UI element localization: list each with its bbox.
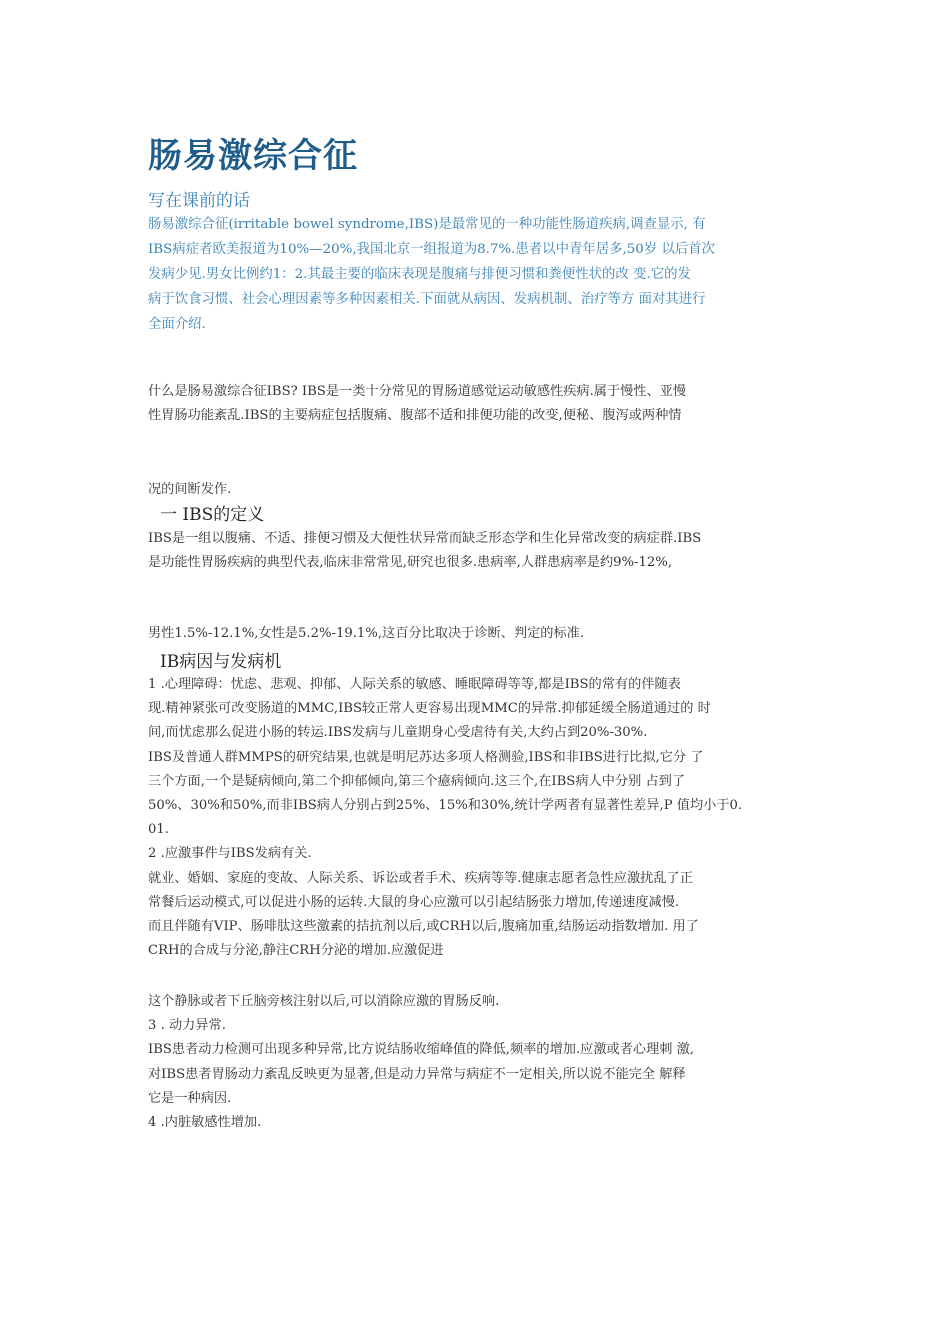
section1-paragraph <box>148 527 818 575</box>
text-line: 全面介绍. <box>148 317 206 332</box>
text-line: 就业、婚姻、家庭的变故、人际关系、诉讼或者手术、疾病等等.健康志愿者急性应激扰乱了正 <box>148 870 693 886</box>
text-line: IBS病症者欧美报道为10%—20%,我国北京一组报道为8.7%.患者以中青年居多,50岁 以后首次 <box>148 242 716 257</box>
text-line: 况的间断发作. <box>148 482 232 497</box>
intro-paragraph <box>148 212 813 337</box>
text-line: 01. <box>148 822 169 838</box>
text-line: 间,而忧虑那么促进小肠的转运.IBS发病与儿童期身心受虐待有关,大约占到20%-30%. <box>148 725 648 741</box>
text-line: 三个方面,一个是疑病倾向,第二个抑郁倾向,第三个癔病倾向.这三个,在IBS病人中分别 占到了 <box>148 773 686 789</box>
section2-paragraphs <box>148 673 818 963</box>
text-line: 它是一种病因. <box>148 1090 232 1106</box>
section2-continuation <box>148 990 818 1135</box>
text-line: 50%、30%和50%,而非IBS病人分别占到25%、15%和30%,统计学两者有显著性差异,P 值均小于0. <box>148 798 743 814</box>
text-line: 2 .应激事件与IBS发病有关. <box>148 846 312 862</box>
text-line: 常餐后运动模式,可以促进小肠的运转.大鼠的身心应激可以引起结肠张力增加,传递速度减慢. <box>148 894 680 910</box>
text-line: IBS及普通人群MMPS的研究结果,也就是明尼苏达多项人格测验,IBS和非IBS进行比拟,它分 了 <box>148 749 704 765</box>
text-line: IBS患者动力检测可出现多种异常,比方说结肠收缩峰值的降低,频率的增加.应激或者心理刺 激, <box>148 1042 695 1058</box>
text-line: 是功能性胃肠疾病的典型代表,临床非常常见,研究也很多.患病率,人群患病率是约9%-12%, <box>148 555 673 571</box>
text-line: CRH的合成与分泌,静注CRH分泌的增加.应激促进 <box>148 943 444 959</box>
text-line: 现.精神紧张可改变肠道的MMC,IBS较正常人更容易出现MMC的异常.抑郁延缓全肠道通过的 时 <box>148 701 711 717</box>
text-line: 性胃肠功能紊乱.IBS的主要病症包括腹痛、腹部不适和排便功能的改变,便秘、腹泻或两种情 <box>148 408 682 424</box>
text-line: 病于饮食习惯、社会心理因素等多种因素相关.下面就从病因、发病机制、治疗等方 面对其进行 <box>148 292 706 307</box>
text-line: 什么是肠易激综合征IBS? IBS是一类十分常见的胃肠道感觉运动敏感性疾病.属于慢性、亚慢 <box>148 384 687 399</box>
text-line: IBS是一组以腹痛、不适、排便习惯及大便性状异常而缺乏形态学和生化异常改变的病症群.IBS <box>148 531 702 546</box>
text-line: 3 . 动力异常. <box>148 1018 226 1034</box>
text-line: 男性1.5%-12.1%,女性是5.2%-19.1%,这百分比取决于诊断、判定的标准. <box>148 626 585 641</box>
text-line: 对IBS患者胃肠动力紊乱反映更为显著,但是动力异常与病症不一定相关,所以说不能完全 解释 <box>148 1066 686 1082</box>
text-line: 这个静脉或者下丘脑旁核注射以后,可以消除应激的胃肠反响. <box>148 994 500 1009</box>
text-line: 1 .心理障碍：忧虑、悲观、抑郁、人际关系的敏感、睡眠障碍等等,都是IBS的常有的伴随表 <box>148 677 681 692</box>
section1-heading: 一 IBS的定义 <box>160 505 265 525</box>
text-line: 发病少见.男女比例约1：2.其最主要的临床表现是腹痛与排便习惯和粪便性状的改 变.它的发 <box>148 267 691 282</box>
what-is-paragraph <box>148 380 818 428</box>
section1-continuation <box>148 622 818 646</box>
section2-heading: IB病因与发病机 <box>160 652 282 672</box>
text-line: 肠易激综合征(irritable bowel syndrome,IBS)是最常见的一种功能性肠道疾病,调查显示, 有 <box>148 217 706 232</box>
text-line: 而且伴随有VIP、肠啡肽这些激素的拮抗剂以后,或CRH以后,腹痛加重,结肠运动指数增加. 用了 <box>148 919 699 935</box>
text-line: 4 .内脏敏感性增加. <box>148 1115 262 1131</box>
what-is-continuation <box>148 478 818 502</box>
document-subtitle: 写在课前的话 <box>148 191 250 211</box>
document-title: 肠易激综合征 <box>148 136 358 176</box>
